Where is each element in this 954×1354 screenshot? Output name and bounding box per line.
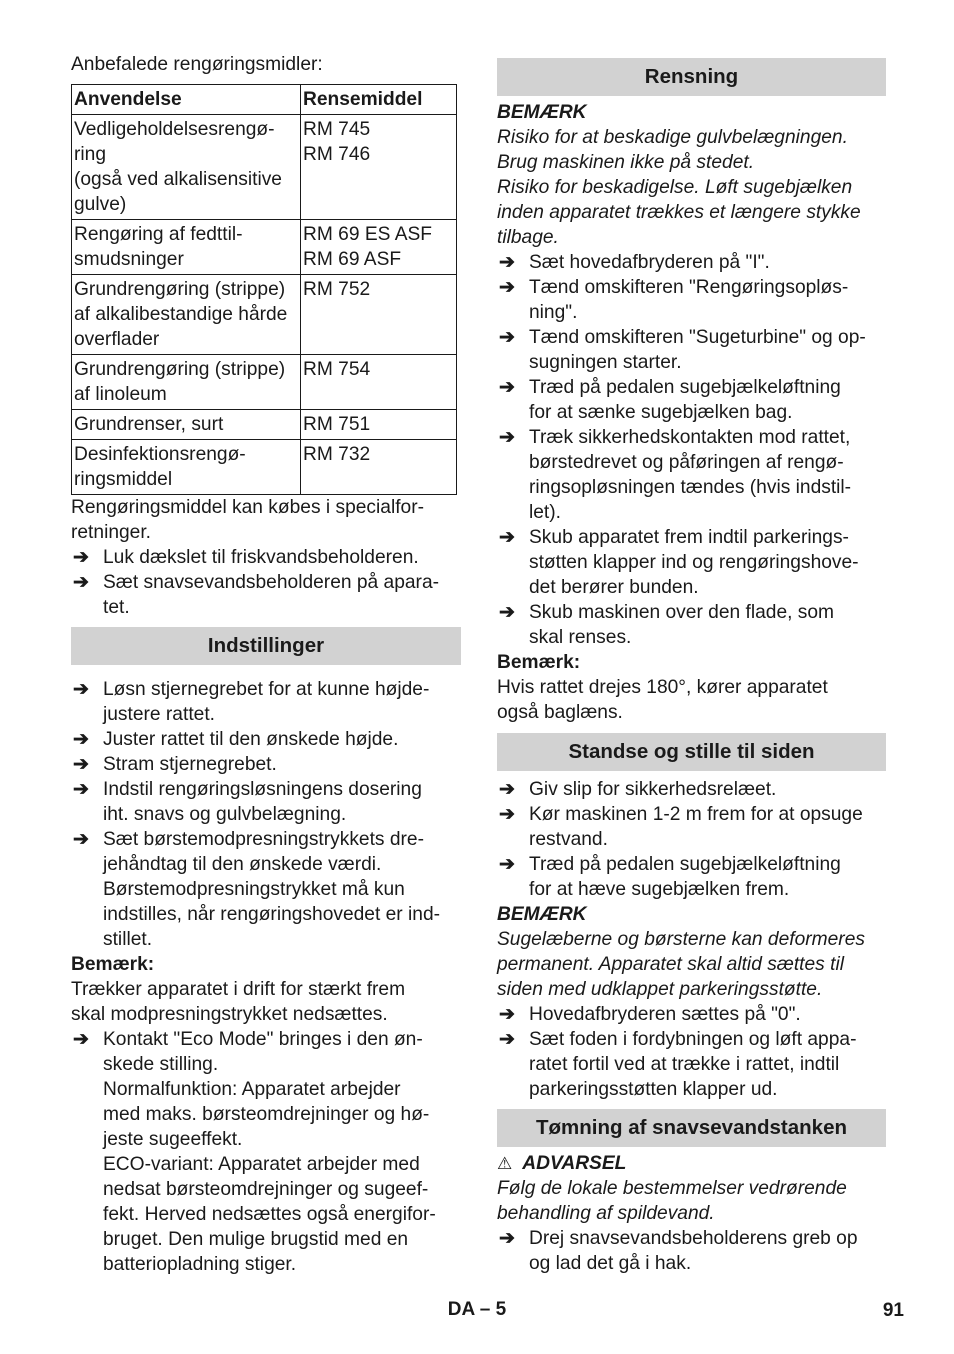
section-heading-stop: Standse og stille til siden xyxy=(497,733,886,771)
arrow-right-icon: ➔ xyxy=(499,854,516,875)
arrow-right-icon: ➔ xyxy=(73,754,90,775)
table-row xyxy=(72,355,457,410)
table-header-usage: Anvendelse xyxy=(72,85,301,115)
list-item: ➔ Sæt snavsevandsbeholderen på apara- tet. xyxy=(73,572,440,618)
list-item: ➔ Træd på pedalen sugebjælkeløftning for at hæve sugebjælken frem. xyxy=(499,854,841,900)
arrow-right-icon: ➔ xyxy=(73,547,90,568)
arrow-right-icon: ➔ xyxy=(499,427,516,448)
arrow-right-icon: ➔ xyxy=(499,602,516,623)
table-cell: Grundrenser, surt xyxy=(72,410,301,440)
table-cell: Rengøring af fedttil- smudsninger xyxy=(72,220,301,275)
list-item: ➔ Sæt hovedafbryderen på "I". xyxy=(499,252,770,273)
table-cell: Grundrengøring (strippe) af linoleum xyxy=(72,355,301,410)
arrow-right-icon: ➔ xyxy=(499,1228,516,1249)
footer-section-label: DA – 5 xyxy=(447,1299,507,1320)
table-cell: RM 754 xyxy=(301,355,457,410)
note-text: Sugelæberne og børsterne kan deformeres permanent. Apparatet skal altid sættes til siden med udklappet parkeringsstøtte. xyxy=(497,929,865,1000)
list-item: ➔ Løsn stjernegrebet for at kunne højde- justere rattet. xyxy=(73,679,430,725)
arrow-right-icon: ➔ xyxy=(499,327,516,348)
arrow-right-icon: ➔ xyxy=(499,252,516,273)
arrow-right-icon: ➔ xyxy=(73,1029,90,1050)
cleaning-agents-table xyxy=(71,84,457,495)
after-table-text: Rengøringsmiddel kan købes i specialfor- retninger. xyxy=(71,497,424,543)
table-cell: RM 69 ES ASF RM 69 ASF xyxy=(301,220,457,275)
note-label: Bemærk: xyxy=(71,954,155,975)
table-header-agent: Rensemiddel xyxy=(301,85,457,115)
arrow-right-icon: ➔ xyxy=(73,829,90,850)
table-header-row xyxy=(72,85,457,115)
note-text: Risiko for at beskadige gulvbelægningen. Brug maskinen ikke på stedet. Risiko for beskadigelse. Løft sugebjælken inden apparatet trækkes et længere stykke tilbage. xyxy=(497,127,861,248)
table-cell: RM 732 xyxy=(301,440,457,495)
section-heading-settings: Indstillinger xyxy=(71,627,461,665)
warning-label-row: ⚠ ADVARSEL xyxy=(497,1153,627,1174)
list-item: ➔ Indstil rengøringsløsningens dosering iht. snavs og gulvbelægning. xyxy=(73,779,422,825)
arrow-right-icon: ➔ xyxy=(73,729,90,750)
list-item: ➔ Stram stjernegrebet. xyxy=(73,754,277,775)
arrow-right-icon: ➔ xyxy=(73,679,90,700)
table-row xyxy=(72,440,457,495)
footer-page-number: 91 xyxy=(882,1300,904,1321)
right-column xyxy=(497,0,886,1276)
list-item: ➔ Kør maskinen 1-2 m frem for at opsuge restvand. xyxy=(499,804,863,850)
list-item: ➔ Giv slip for sikkerhedsrelæet. xyxy=(499,779,777,800)
intro-text: Anbefalede rengøringsmidler: xyxy=(71,54,323,75)
list-item: ➔ Kontakt "Eco Mode" bringes i den øn- skede stilling. Normalfunktion: Apparatet arbejder med maks. børsteomdrejninger og hø- jeste sugeeffekt. ECO-variant: Apparatet arbejder med nedsat børsteomdrejninger og sugeef- fekt. Herved nedsættes også energifor- bruget. Den mulige brugstid med en batteriopladning stiger. xyxy=(73,1029,436,1275)
table-cell: Grundrengøring (strippe) af alkalibestandige hårde overflader xyxy=(72,275,301,355)
arrow-right-icon: ➔ xyxy=(499,804,516,825)
left-column xyxy=(71,0,461,1277)
note-label: BEMÆRK xyxy=(497,904,587,925)
arrow-right-icon: ➔ xyxy=(73,572,90,593)
list-item: ➔ Juster rattet til den ønskede højde. xyxy=(73,729,399,750)
list-item: ➔ Skub apparatet frem indtil parkerings- støtten klapper ind og rengøringshove- det berører bunden. xyxy=(499,527,859,598)
warning-triangle-icon: ⚠ xyxy=(497,1154,513,1173)
note-text: Trækker apparatet i drift for stærkt frem skal modpresningstrykket nedsættes. xyxy=(71,979,406,1025)
warning-text: Følg de lokale bestemmelser vedrørende behandling af spildevand. xyxy=(497,1178,847,1224)
arrow-right-icon: ➔ xyxy=(499,277,516,298)
note-label: BEMÆRK xyxy=(497,102,587,123)
table-row xyxy=(72,115,457,220)
arrow-right-icon: ➔ xyxy=(499,1004,516,1025)
list-item: ➔ Træk sikkerhedskontakten mod rattet, børstedrevet og påføringen af rengø- ringsopløsningen tændes (hvis indstil- let). xyxy=(499,427,852,523)
list-item: ➔ Sæt foden i fordybningen og løft appa- ratet fortil ved at trække i rattet, indtil parkeringsstøtten klapper ud. xyxy=(499,1029,857,1100)
arrow-right-icon: ➔ xyxy=(499,377,516,398)
table-row xyxy=(72,410,457,440)
section-heading-empty-tank: Tømning af snavsevandstanken xyxy=(497,1109,886,1147)
list-item: ➔ Skub maskinen over den flade, som skal renses. xyxy=(499,602,835,648)
list-item: ➔ Sæt børstemodpresningstrykkets dre- jehåndtag til den ønskede værdi. Børstemodpresningstrykket må kun indstilles, når rengøringshovedet er ind- stillet. xyxy=(73,829,441,950)
list-item: ➔ Hovedafbryderen sættes på "0". xyxy=(499,1004,801,1025)
note-label: Bemærk: xyxy=(497,652,581,673)
table-cell: RM 751 xyxy=(301,410,457,440)
table-row xyxy=(72,220,457,275)
table-cell: RM 752 xyxy=(301,275,457,355)
table-cell: Vedligeholdelsesrengø- ring (også ved alkalisensitive gulve) xyxy=(72,115,301,220)
section-heading-cleaning: Rensning xyxy=(497,58,886,96)
list-item: ➔ Luk dækslet til friskvandsbeholderen. xyxy=(73,547,419,568)
arrow-right-icon: ➔ xyxy=(73,779,90,800)
arrow-right-icon: ➔ xyxy=(499,779,516,800)
list-item: ➔ Træd på pedalen sugebjælkeløftning for at sænke sugebjælken bag. xyxy=(499,377,841,423)
list-item: ➔ Tænd omskifteren "Sugeturbine" og op- sugningen starter. xyxy=(499,327,866,373)
arrow-right-icon: ➔ xyxy=(499,527,516,548)
list-item: ➔ Tænd omskifteren "Rengøringsopløs- ning". xyxy=(499,277,849,323)
arrow-right-icon: ➔ xyxy=(499,1029,516,1050)
table-cell: Desinfektionsrengø- ringsmiddel xyxy=(72,440,301,495)
table-row xyxy=(72,275,457,355)
note-text: Hvis rattet drejes 180°, kører apparatet også baglæns. xyxy=(497,677,828,723)
list-item: ➔ Drej snavsevandsbeholderens greb op og lad det gå i hak. xyxy=(499,1228,858,1274)
table-cell: RM 745 RM 746 xyxy=(301,115,457,220)
